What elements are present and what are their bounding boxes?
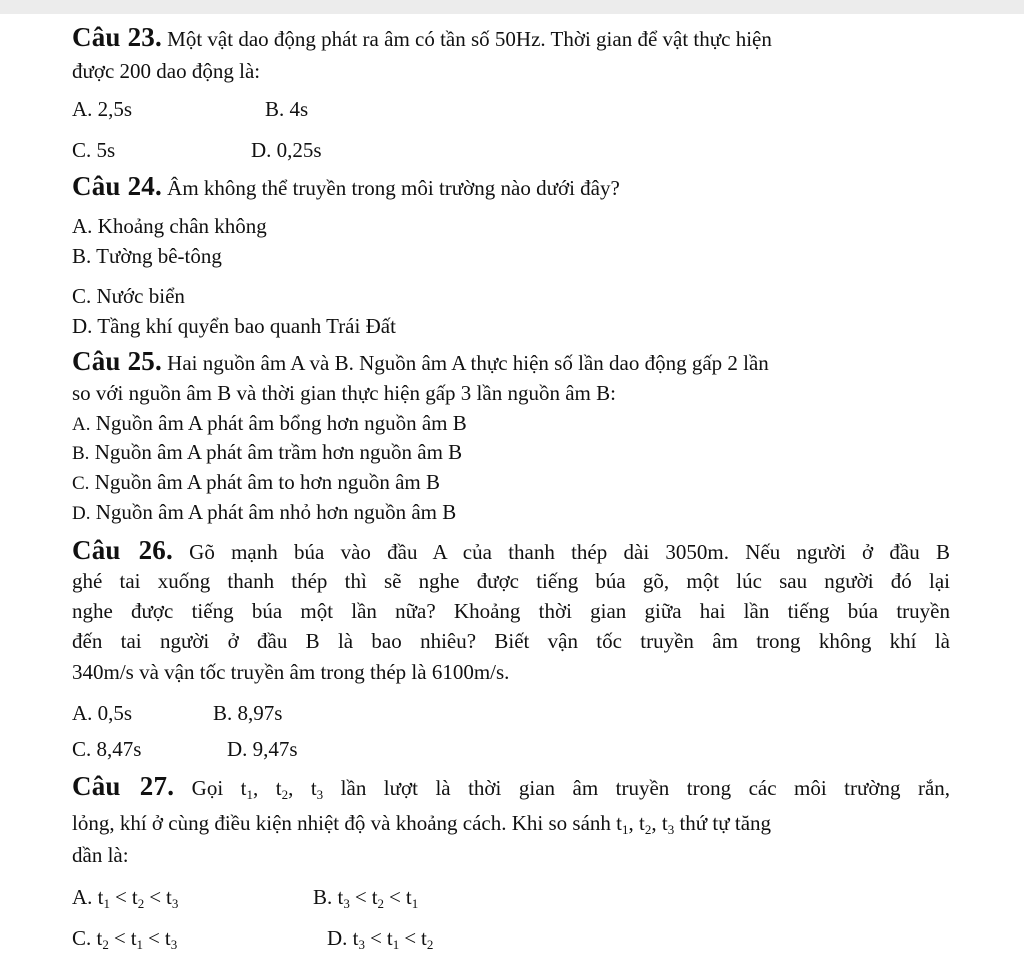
q26-text-1: Gõ mạnh búa vào đầu A của thanh thép dài 3050m. Nếu người ở đầu B (189, 540, 950, 564)
q27-t: t (131, 885, 138, 909)
q27-sub-3: 3 (343, 896, 350, 911)
q27-sub-1: 1 (103, 896, 111, 911)
q23-option-a: A. 2,5s (72, 97, 133, 121)
q23-text-2: được 200 dao động là: (72, 59, 261, 83)
q27-text-2-post: thứ tự tăng (679, 811, 772, 835)
q27-sub-1: 1 (411, 896, 419, 911)
q25-option-a-text: Nguồn âm A phát âm bổng hơn nguồn âm B (95, 411, 467, 435)
q27-sub-3: 3 (170, 937, 178, 952)
q27-option-c (72, 925, 177, 951)
q23-option-c: C. 5s (72, 138, 116, 162)
q27-comma: , (252, 776, 259, 800)
q27-t: t (97, 885, 104, 909)
q27-t: t (164, 926, 171, 950)
q27-option-d (327, 925, 433, 951)
q27-less-than: < (113, 926, 126, 950)
q25-option-b-letter: B. (72, 443, 90, 464)
q27-text-3: dần là: (72, 843, 129, 867)
q27-option-d-letter: D. (327, 926, 348, 950)
q27-sub-2: 2 (137, 896, 145, 911)
q27-t: t (96, 926, 103, 950)
q27-comma: , (651, 811, 657, 835)
q27-comma: , (288, 776, 294, 800)
q27-sub-1: 1 (246, 787, 253, 802)
q27-t: t (310, 776, 317, 800)
q27-comma: , (628, 811, 634, 835)
q23-option-d: D. 0,25s (251, 138, 322, 162)
q25-label: Câu 25. (72, 346, 162, 376)
q27-less-than: < (389, 885, 401, 909)
q27-t: t (371, 885, 378, 909)
q27-option-c-letter: C. (72, 926, 92, 950)
q24-option-d: D. Tầng khí quyển bao quanh Trái Đất (72, 314, 396, 338)
q26-option-a: A. 0,5s (72, 701, 133, 725)
q25-option-b (72, 439, 462, 467)
q27-line-2 (72, 810, 771, 836)
q27-sub-2: 2 (281, 787, 289, 802)
q27-sub-2: 2 (644, 822, 652, 837)
q27-sub-2: 2 (102, 937, 109, 952)
q27-option-b-letter: B. (313, 885, 333, 909)
q24-option-c: C. Nước biển (72, 284, 185, 308)
q27-label: Câu 27. (72, 771, 175, 801)
q26-text-5: 340m/s và vận tốc truyền âm trong thép là 6100m/s. (72, 660, 510, 684)
q27-t: t (130, 926, 137, 950)
q26-label: Câu 26. (72, 535, 173, 565)
q26-option-b: B. 8,97s (213, 701, 283, 725)
q27-t: t (661, 811, 668, 835)
q27-t: t (405, 885, 412, 909)
q25-option-c-letter: C. (72, 473, 90, 494)
q27-text-1-mid: lần lượt là thời gian âm truyền trong các môi trường rắn, (340, 776, 951, 800)
q27-less-than: < (354, 885, 367, 909)
q27-t: t (337, 885, 344, 909)
q25-option-d (72, 499, 456, 527)
q27-sub-1: 1 (392, 937, 400, 952)
q27-less-than: < (148, 926, 160, 950)
q27-sub-3: 3 (667, 822, 675, 837)
q27-t: t (275, 776, 282, 800)
q25-text-1: Hai nguồn âm A và B. Nguồn âm A thực hiện số lần dao động gấp 2 lần (167, 351, 769, 375)
q27-less-than: < (149, 885, 162, 909)
q25-option-c-text: Nguồn âm A phát âm to hơn nguồn âm B (94, 470, 441, 494)
q27-option-a-letter: A. (72, 885, 93, 909)
q27-sub-2: 2 (426, 937, 434, 952)
q23-text-1: Một vật dao động phát ra âm có tần số 50Hz. Thời gian để vật thực hiện (167, 27, 772, 51)
q27-text-2-pre: lỏng, khí ở cùng điều kiện nhiệt độ và khoảng cách. Khi so sánh t (72, 811, 622, 835)
q25-option-a (72, 410, 467, 438)
q23-option-b: B. 4s (265, 97, 309, 121)
q27-t: t (421, 926, 427, 950)
q25-option-a-letter: A. (72, 414, 91, 435)
q26-option-d: D. 9,47s (227, 737, 298, 761)
q27-text-1-pre: Gọi t (191, 776, 247, 800)
q27-sub-1: 1 (136, 937, 144, 952)
q27-sub-3: 3 (316, 787, 324, 802)
q26-option-c: C. 8,47s (72, 737, 142, 761)
q24-text: Âm không thể truyền trong môi trường nào dưới đây? (167, 176, 620, 200)
q26-line-1 (72, 537, 950, 565)
q27-option-a (72, 884, 178, 910)
q23-label: Câu 23. (72, 22, 162, 52)
q27-option-b (313, 884, 418, 910)
q27-t: t (352, 926, 359, 950)
top-edge-bar (0, 0, 1024, 14)
q27-less-than: < (370, 926, 382, 950)
q27-t: t (639, 811, 645, 835)
q27-t: t (166, 885, 172, 909)
q24-option-a: A. Khoảng chân không (72, 214, 267, 238)
q25-line-1 (72, 348, 769, 376)
q27-less-than: < (115, 885, 127, 909)
q25-option-d-letter: D. (72, 503, 91, 524)
q24-option-b: B. Tường bê-tông (72, 244, 222, 268)
q27-line-1 (72, 773, 950, 801)
q25-option-b-text: Nguồn âm A phát âm trầm hơn nguồn âm B (94, 440, 463, 464)
q26-text-3: nghe được tiếng búa một lần nữa? Khoảng thời gian giữa hai lần tiếng búa truyền (72, 599, 950, 623)
q26-text-4: đến tai người ở đầu B là bao nhiêu? Biết vận tốc truyền âm trong không khí là (72, 629, 950, 653)
q24-label: Câu 24. (72, 171, 162, 201)
q23-line-1 (72, 24, 772, 52)
q25-option-d-text: Nguồn âm A phát âm nhỏ hơn nguồn âm B (95, 500, 457, 524)
q27-t: t (386, 926, 393, 950)
q27-sub-3: 3 (171, 896, 179, 911)
q27-sub-1: 1 (622, 822, 629, 837)
q27-sub-2: 2 (377, 896, 385, 911)
q24-line (72, 173, 620, 201)
q27-less-than: < (404, 926, 417, 950)
q25-option-c (72, 469, 440, 497)
q25-text-2: so với nguồn âm B và thời gian thực hiện gấp 3 lần nguồn âm B: (72, 381, 616, 405)
q27-sub-3: 3 (358, 937, 366, 952)
q26-text-2: ghé tai xuống thanh thép thì sẽ nghe được tiếng búa gõ, một lúc sau người đó lại (72, 569, 950, 593)
